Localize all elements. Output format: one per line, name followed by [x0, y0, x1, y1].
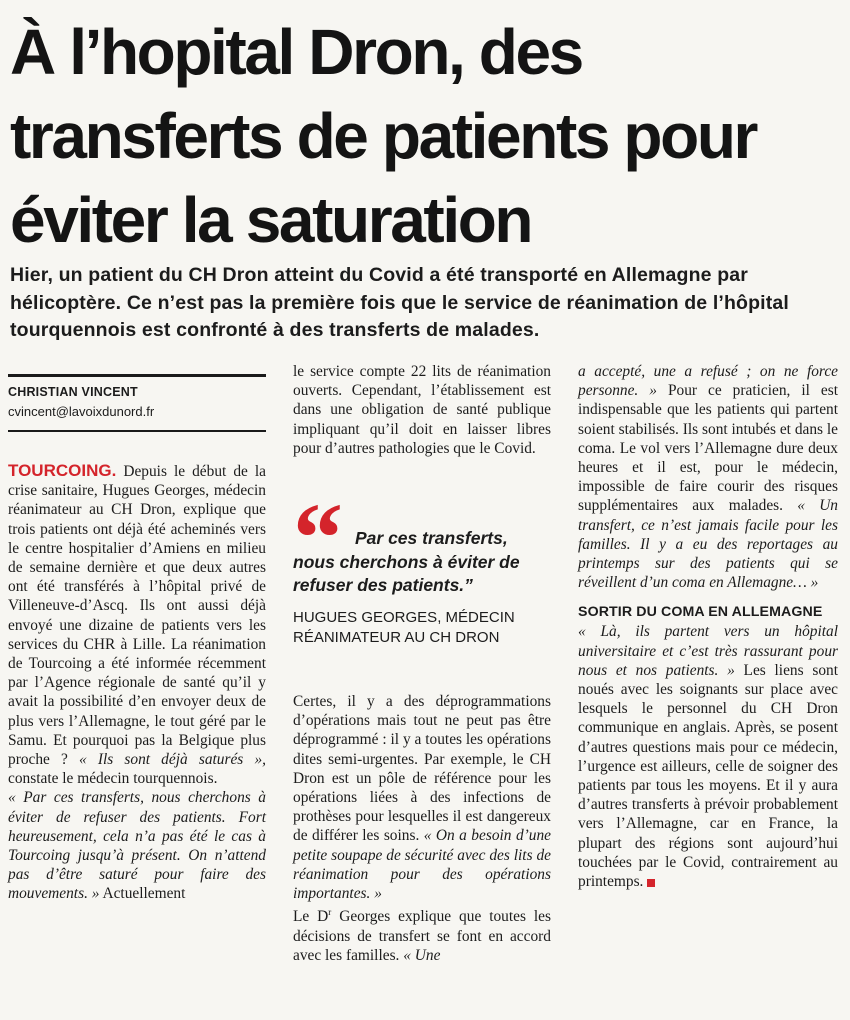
article-column-1 — [8, 461, 266, 904]
end-of-article-icon — [647, 879, 655, 887]
article-column-2-bottom — [293, 692, 551, 965]
article-lead: Hier, un patient du CH Dron atteint du Covid a été transporté en Allemagne par hélicoptère. Ce n’est pas la première fois que le service de réanimation de l’hôpital tourquennois est confronté à des transferts de malades. — [10, 264, 789, 341]
paragraph-text: Le D — [293, 908, 329, 926]
paragraph-text: constate le médecin tourquennois. — [8, 770, 218, 788]
paragraph-text: Depuis le début de la crise sanitaire, Hugues Georges, médecin réanimateur au CH Dron, explique que trois patients ont déjà été acheminés vers le centre hospitalier d’Amiens en milieu de semaine dernière et que deux autres ont été transférés à l’hôpital privé de Villeneuve-d’Ascq. Ils ont aussi déjà envoyé une dizaine de patients vers les services du CHR à Lille. La réanimation de Tourcoing a été informée récemment par l’Agence régionale de santé qu’il y avait la possibilité d’en envoyer deux de plus vers l’Allemagne, le tout géré par le Samu. Et pourquoi pas la Belgique plus proche ? — [8, 463, 266, 769]
byline-rule-bottom — [8, 430, 266, 432]
paragraph — [8, 461, 266, 788]
bleed-through-decoration — [760, 20, 850, 220]
inline-quote: « Un transfert, ce n’est jamais facile pour les familles. Il y a eu des reportages au printemps sur des patients qui se réveillent d’un coma en Allemagne… » — [578, 497, 839, 592]
paragraph — [578, 362, 838, 592]
inline-quote: « Une — [403, 946, 441, 964]
paragraph — [293, 903, 551, 965]
inline-quote: « Ils sont déjà saturés », — [79, 751, 266, 769]
inline-quote: « Là, ils partent vers un hôpital universitaire et c’est très rassurant pour nous et nos patients. » — [578, 623, 838, 679]
quote-mark-icon: “ — [293, 482, 343, 593]
headline: À l’hopital Dron, des transferts de patients pour éviter la saturation — [10, 16, 757, 256]
paragraph — [293, 692, 551, 903]
inline-quote: a accepté, une a refusé ; on ne force personne. » — [578, 363, 838, 400]
article-column-3 — [578, 362, 838, 891]
paragraph-text: Georges explique que toutes les décisions de transfert se font en accord avec les familles. — [293, 908, 551, 964]
section-subheading: SORTIR DU COMA EN ALLEMAGNE — [578, 604, 823, 621]
byline-rule-top — [8, 374, 266, 377]
paragraph — [8, 788, 266, 903]
paragraph — [578, 622, 838, 891]
pull-quote — [293, 527, 555, 598]
superscript: r — [328, 907, 332, 918]
article-column-2-top — [293, 362, 551, 458]
paragraph-text: Pour ce praticien, il est indispensable que les patients qui partent soient stabilisés. Ils sont intubés et dans le coma. Le vol vers l’Allemagne dure deux heures et il est, pour le médecin, impossible de faire courir des risques supplémentaires aux malades. — [578, 382, 838, 515]
paragraph: le service compte 22 lits de réanimation ouverts. Cependant, l’établissement est dans une obligation de santé publique impliquant qu’il doit en laisser libres pour d’autres pathologies que le Covid. — [293, 363, 551, 457]
paragraph-text: Certes, il y a des déprogrammations d’opérations mais tout ne peut pas être déprogrammé : il y a toutes les opérations dites semi-urgentes. Par exemple, le CH Dron est un pôle de référence pour les opérations liées à des infections de prothèses pour lesquelles il est dangereux de différer les soins. — [293, 693, 551, 845]
paragraph-text: Actuellement — [99, 885, 186, 903]
inline-quote: « On a besoin d’une petite soupape de sécurité avec des lits de réanimation pour des opérations importantes. » — [293, 827, 551, 903]
paragraph-text: Les liens sont noués avec les soignants sur place avec lesquels le personnel du CH Dron communique en anglais. Après, se posent d’autres questions mais pour ce médecin, l’urgence est ailleurs, celle de soigner des patients par tous les moyens. Et il y aura d’autres transferts à prévoir probablement vers l’Allemagne, car en France, la plupart des régions sont aujourd’hui touchées par le Covid, contrairement au printemps. — [578, 661, 838, 891]
pull-quote-author: HUGUES GEORGES, MÉDECIN RÉANIMATEUR AU CH DRON — [293, 609, 515, 646]
byline-email: cvincent@lavoixdunord.fr — [8, 404, 155, 419]
byline-name: CHRISTIAN VINCENT — [8, 385, 138, 399]
dateline-city: TOURCOING. — [8, 461, 117, 480]
pull-quote-first-line: Par ces transferts, — [355, 528, 508, 548]
inline-quote: « Par ces transferts, nous cherchons à éviter de refuser des patients. Fort heureusement, cela n’a pas été le cas à Tourcoing jusqu’à présent. On n’attend pas d’être saturé pour faire des mouvements. » — [8, 789, 266, 903]
pull-quote-text: nous cherchons à éviter de refuser des patients.” — [293, 551, 520, 595]
